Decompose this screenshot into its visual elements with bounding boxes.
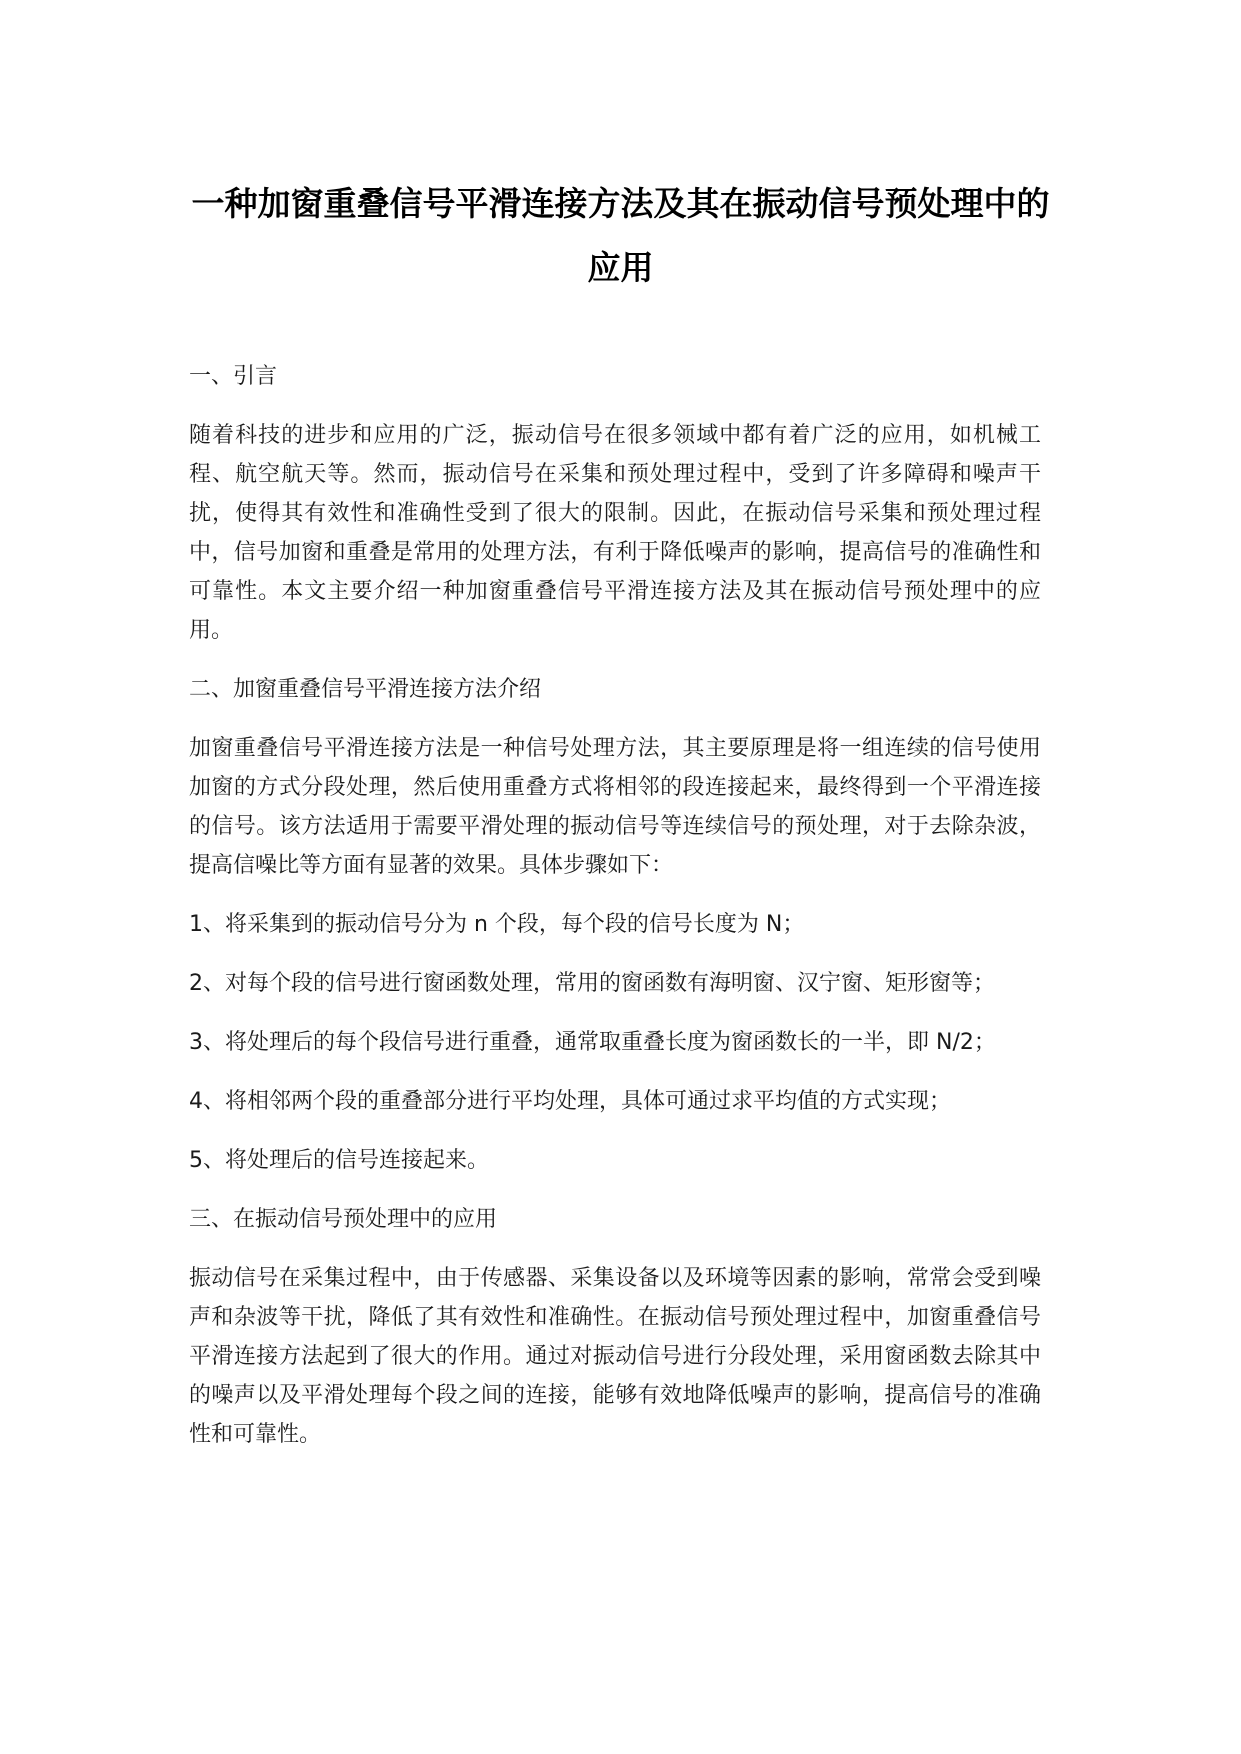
- section-paragraph-intro: 随着科技的进步和应用的广泛，振动信号在很多领域中都有着广泛的应用，如机械工程、航空航天等。然而，振动信号在采集和预处理过程中，受到了许多障碍和噪声干扰，使得其有效性和准确性受到了很大的限制。因此，在振动信号采集和预处理过程中，信号加窗和重叠是常用的处理方法，有利于降低噪声的影响，提高信号的准确性和可靠性。本文主要介绍一种加窗重叠信号平滑连接方法及其在振动信号预处理中的应用。: [189, 423, 1041, 643]
- document-body: [189, 357, 1041, 1474]
- section-paragraph-method: 加窗重叠信号平滑连接方法是一种信号处理方法，其主要原理是将一组连续的信号使用加窗的方式分段处理，然后使用重叠方式将相邻的段连接起来，最终得到一个平滑连接的信号。该方法适用于需要平滑处理的振动信号等连续信号的预处理，对于去除杂波，提高信噪比等方面有显著的效果。具体步骤如下：: [189, 736, 1041, 878]
- method-step: 5、将处理后的信号连接起来。: [189, 1148, 489, 1173]
- method-step: 1、将采集到的振动信号分为 n 个段，每个段的信号长度为 N；: [189, 912, 805, 937]
- method-step: 4、将相邻两个段的重叠部分进行平均处理，具体可通过求平均值的方式实现；: [189, 1089, 951, 1114]
- method-step: 3、将处理后的每个段信号进行重叠，通常取重叠长度为窗函数长的一半，即 N/2；: [189, 1030, 996, 1055]
- method-steps-list: [189, 905, 1041, 1180]
- section-paragraph-application: 振动信号在采集过程中，由于传感器、采集设备以及环境等因素的影响，常常会受到噪声和杂波等干扰，降低了其有效性和准确性。在振动信号预处理过程中，加窗重叠信号平滑连接方法起到了很大的作用。通过对振动信号进行分段处理，采用窗函数去除其中的噪声以及平滑处理每个段之间的连接，能够有效地降低噪声的影响，提高信号的准确性和可靠性。: [189, 1266, 1041, 1447]
- section-heading-method: 二、加窗重叠信号平滑连接方法介绍: [189, 677, 542, 702]
- section-heading-application: 三、在振动信号预处理中的应用: [189, 1207, 498, 1232]
- section-heading-intro: 一、引言: [189, 364, 278, 389]
- method-step: 2、对每个段的信号进行窗函数处理，常用的窗函数有海明窗、汉宁窗、矩形窗等；: [189, 971, 995, 996]
- document-title: 一种加窗重叠信号平滑连接方法及其在振动信号预处理中的应用: [191, 184, 1050, 287]
